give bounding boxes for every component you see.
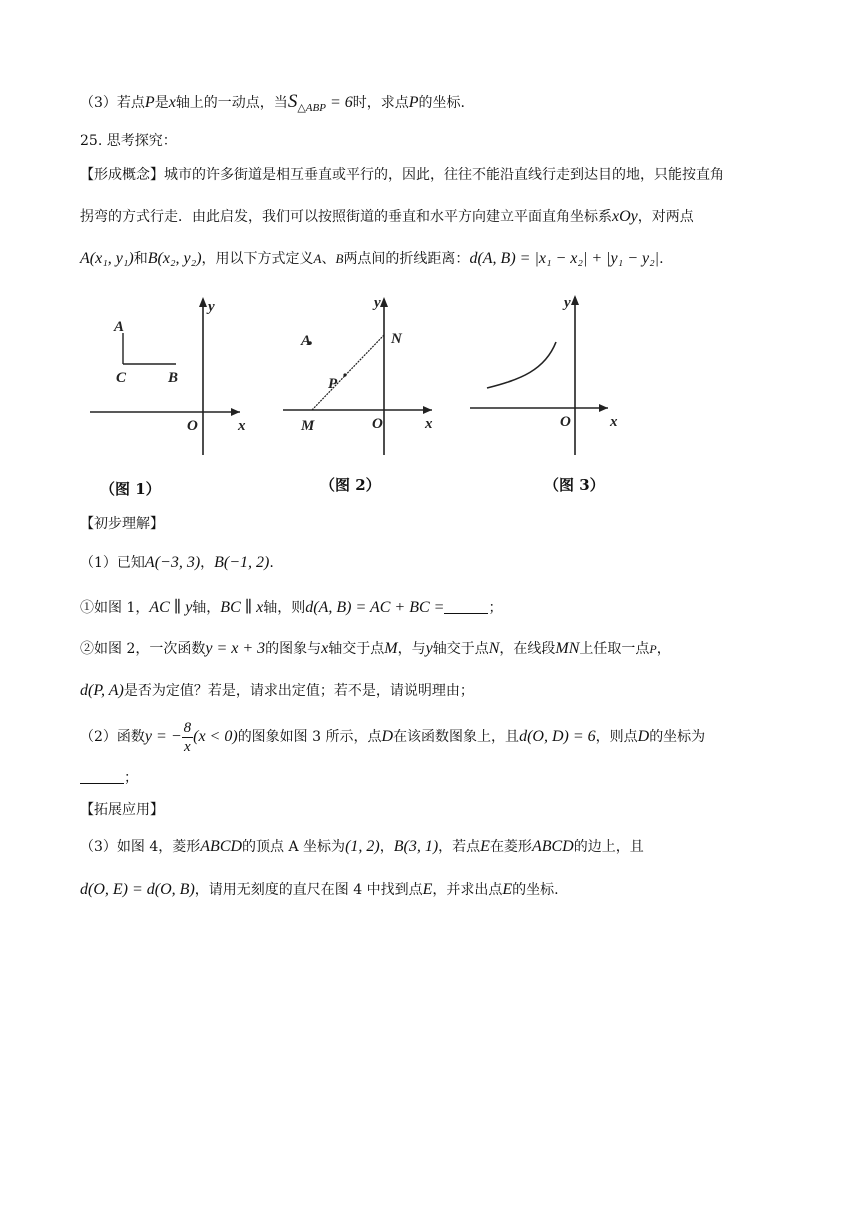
understand-q2-blank-line: ； (80, 768, 138, 788)
understand-label: 【初步理解】 (80, 516, 164, 532)
understand-q1-part2: ②如图 2，一次函数y = x + 3的图象与x轴交于点M，与y轴交于点N，在线段MN上任取一点P， (80, 640, 671, 657)
taxicab-formula: d(A, B) = |x₁ − x₂| + |y₁ − y₂| (469, 250, 660, 267)
fig2-label-a: A (301, 333, 312, 349)
answer-blank-2[interactable] (80, 769, 124, 784)
concept-label: 【形成概念】 (80, 167, 164, 183)
q24-part3-line: （3）若点P是x轴上的一动点，当$S_{\triangle ABP} = 6$时，求点P的坐标. (80, 91, 465, 114)
understand-q2: （2）函数y = − $\frac{8}{x}$ (x < 0)的图象如图 3 所示，点D在该函数图象上，且d(O, D) = 6，则点D的坐标为 (80, 719, 706, 755)
extend-label: 【拓展应用】 (80, 802, 164, 818)
fig1-label-a: A (114, 319, 125, 335)
fig1-label-c: C (116, 370, 127, 386)
fig3-label-o: O (560, 414, 571, 430)
concept-line-3: A(x₁, y₁)和B(x₂, y₂)，用以下方式定义A、B两点间的折线距离：d(A, B) = |x₁ − x₂| + |y₁ − y₂|. (80, 250, 664, 267)
fig2-x-arrow (423, 406, 432, 414)
fig1-label-y: y (208, 299, 215, 315)
fig2-label-o: O (372, 416, 383, 432)
fig3-x-arrow (599, 404, 608, 412)
fig2-label-m: M (301, 418, 315, 434)
fig3-label-x: x (610, 414, 618, 430)
understand-q1: （1）已知A(−3, 3)，B(−1, 2). (80, 554, 274, 571)
figures-row (80, 285, 640, 505)
extend-q3: （3）如图 4，菱形ABCD的顶点 A 坐标为(1, 2)，B(3, 1)，若点E在菱形ABCD的边上，且 (80, 838, 644, 855)
fig3-hyperbola-curve (487, 342, 556, 388)
answer-blank-1[interactable] (444, 599, 488, 614)
fig2-label-y: y (374, 295, 381, 311)
fig1-label-o: O (187, 418, 198, 434)
fig3-label-y: y (564, 295, 571, 311)
fraction-8-over-x: $\frac{8}{x}$ (183, 719, 192, 755)
fig2-point-p-dot (343, 373, 346, 376)
fig3-y-arrow (571, 295, 579, 305)
fig2-label-n: N (391, 331, 402, 347)
fig1-label-b: B (168, 370, 179, 386)
q25-title: 25. 思考探究： (80, 133, 177, 149)
fig2-caption: （图 2） (320, 476, 381, 494)
fig1-caption: （图 1） (100, 480, 161, 498)
fig1-label-x: x (238, 418, 246, 434)
figures-svg (80, 285, 640, 505)
understand-q1-part1: ①如图 1，AC ∥ y轴，BC ∥ x轴，则d(A, B) = AC + BC = ； (80, 599, 503, 616)
fig3-caption: （图 3） (544, 476, 605, 494)
fig1-x-arrow (231, 408, 240, 416)
fig1-y-arrow (199, 297, 207, 307)
understand-q1-part2-cont: d(P, A)是否为定值？若是，请求出定值；若不是，请说明理由； (80, 682, 474, 699)
extend-q3-cont: d(O, E) = d(O, B)，请用无刻度的直尺在图 4 中找到点E，并求出点E的坐标. (80, 881, 559, 898)
concept-line-1: 【形成概念】城市的许多街道是相互垂直或平行的，因此，往往不能沿直线行走到达目的地，只能按直角 (80, 167, 724, 183)
fig2-label-x: x (425, 416, 433, 432)
fig2-label-p: P (328, 376, 338, 392)
concept-line-2: 拐弯的方式行走．由此启发，我们可以按照街道的垂直和水平方向建立平面直角坐标系xOy，对两点 (80, 208, 694, 225)
fig2-line-mn (312, 335, 384, 410)
fig2-y-arrow (380, 297, 388, 307)
